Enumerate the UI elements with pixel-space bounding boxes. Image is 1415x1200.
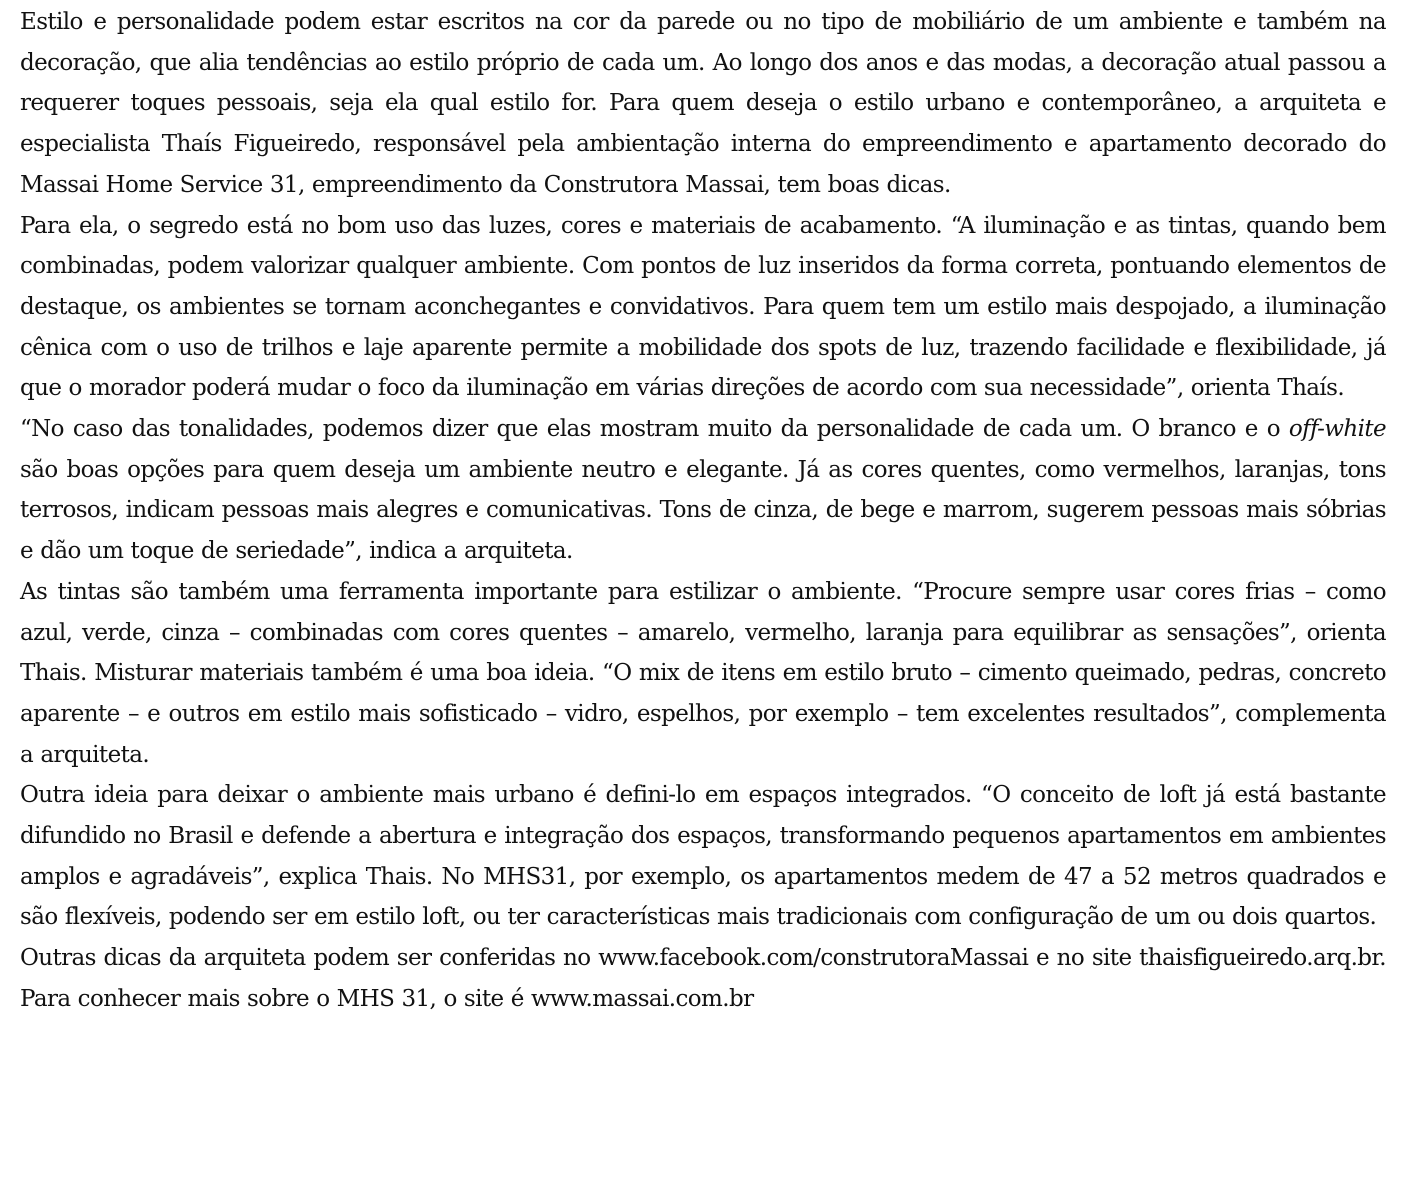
article-body (20, 2, 1386, 1020)
paragraph-tones-start: “No caso das tonalidades, podemos dizer que elas mostram muito da personalidade de cada um. O branco e o (20, 416, 1289, 443)
paragraph-paints: As tintas são também uma ferramenta importante para estilizar o ambiente. “Procure sempre usar cores frias – como azul, verde, cinza – combinadas com cores quentes – amarelo, vermelho, laranja para equilibrar as sensações”, orienta Thais. Misturar materiais também é uma boa ideia. “O mix de itens em estilo bruto – cimento queimado, pedras, concreto aparente – e outros em estilo mais sofisticado – vidro, espelhos, por exemplo – tem excelentes resultados”, complementa a arquiteta. (20, 578, 1386, 768)
paragraph-tones-end: são boas opções para quem deseja um ambiente neutro e elegante. Já as cores quentes, como vermelhos, laranjas, tons terrosos, indicam pessoas mais alegres e comunicativas. Tons de cinza, de bege e marrom, sugerem pessoas mais sóbrias e dão um toque de seriedade”, indica a arquiteta. (20, 456, 1386, 565)
paragraph-intro: Estilo e personalidade podem estar escritos na cor da parede ou no tipo de mobiliário de um ambiente e também na decoração, que alia tendências ao estilo próprio de cada um. Ao longo dos anos e das modas, a decoração atual passou a requerer toques pessoais, seja ela qual estilo for. Para quem deseja o estilo urbano e contemporâneo, a arquiteta e especialista Thaís Figueiredo, responsável pela ambientação interna do empreendimento e apartamento decorado do Massai Home Service 31, empreendimento da Construtora Massai, tem boas dicas. (20, 9, 1386, 198)
paragraph-more-tips: Outras dicas da arquiteta podem ser conferidas no www.facebook.com/construtoraMassai e no site thaisfigueiredo.arq.br. Para conhecer mais sobre o MHS 31, o site é www.massai.com.br (20, 945, 1386, 1012)
paragraph-lighting: Para ela, o segredo está no bom uso das luzes, cores e materiais de acabamento. “A iluminação e as tintas, quando bem combinadas, podem valorizar qualquer ambiente. Com pontos de luz inseridos da forma correta, pontuando elementos de destaque, os ambientes se tornam aconchegantes e convidativos. Para quem tem um estilo mais despojado, a iluminação cênica com o uso de trilhos e laje aparente permite a mobilidade dos spots de luz, trazendo facilidade e flexibilidade, já que o morador poderá mudar o foco da iluminação em várias direções de acordo com sua necessidade”, orienta Thaís. (20, 212, 1386, 402)
paragraph-integrated-spaces: Outra ideia para deixar o ambiente mais urbano é defini-lo em espaços integrados. “O conceito de loft já está bastante difundido no Brasil e defende a abertura e integração dos espaços, transformando pequenos apartamentos em ambientes amplos e agradáveis”, explica Thais. No MHS31, por exemplo, os apartamentos medem de 47 a 52 metros quadrados e são flexíveis, podendo ser em estilo loft, ou ter características mais tradicionais com configuração de um ou dois quartos. (20, 782, 1386, 931)
paragraph-tones (20, 409, 1386, 572)
paragraph-tones-italic-term: off-white (1288, 416, 1386, 443)
